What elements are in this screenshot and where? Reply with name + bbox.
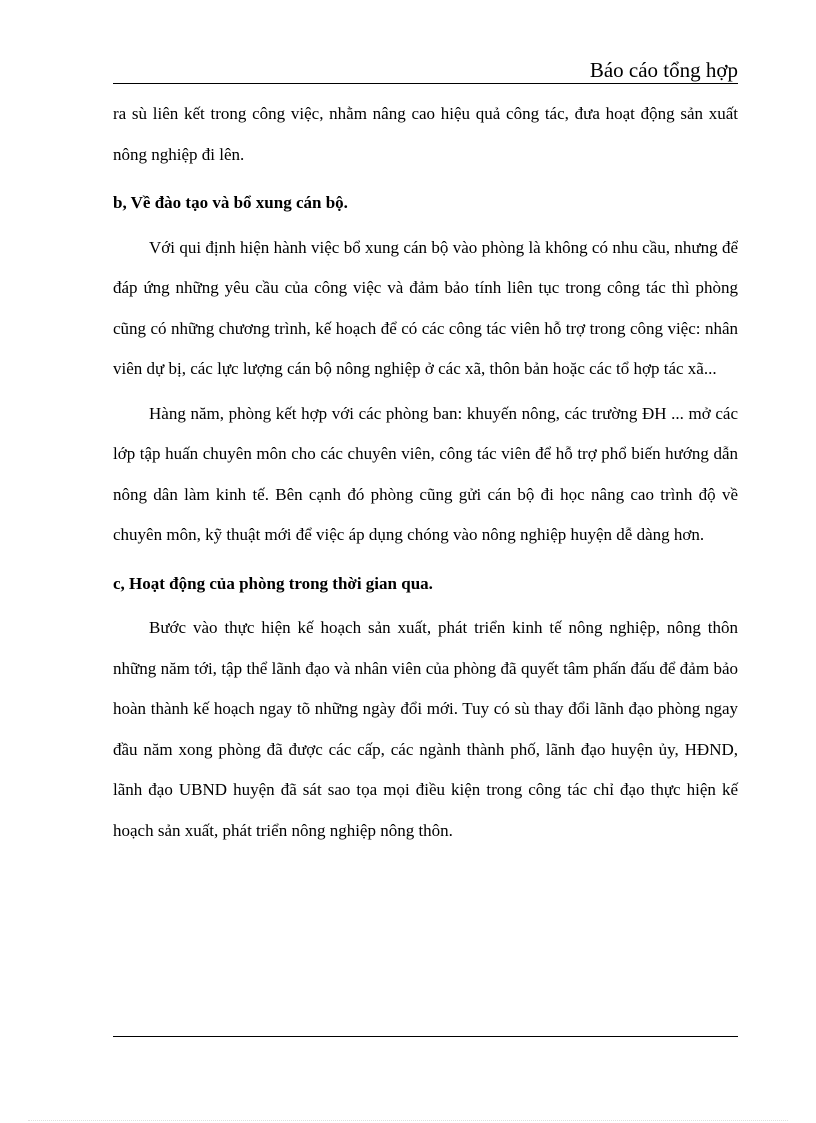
paragraph-activities: Bước vào thực hiện kế hoạch sản xuất, phát triển kinh tế nông nghiệp, nông thôn những năm tới, tập thể lãnh đạo và nhân viên của phòng đã quyết tâm phấn đấu để đảm bảo hoàn thành kế hoạch ngay tõ những ngày đổi mới. Tuy có sù thay đổi lãnh đạo phòng ngay đầu năm xong phòng đã được các cấp, các ngành thành phố, lãnh đạo huyện ủy, HĐND, lãnh đạo UBND huyện đã sát sao tọa mọi điều kiện trong công tác chỉ đạo thực hiện kế hoạch sản xuất, phát triển nông nghiệp nông thôn. bbox=[113, 618, 738, 840]
footer-rule bbox=[113, 1036, 738, 1037]
page-bottom-border bbox=[28, 1120, 788, 1121]
page-header-title: Báo cáo tổng hợp bbox=[589, 58, 738, 82]
paragraph-training: Hàng năm, phòng kết hợp với các phòng ban: khuyến nông, các trường ĐH ... mở các lớp tập huấn chuyên môn cho các chuyên viên, công tác viên để hỗ trợ phổ biến hướng dẫn nông dân làm kinh tế. Bên cạnh đó phòng cũng gửi cán bộ đi học nâng cao trình độ về chuyên môn, kỹ thuật mới để việc áp dụng chóng vào nông nghiệp huyện dễ dàng hơn. bbox=[113, 403, 738, 544]
section-heading-c: c, Hoạt động của phòng trong thời gian qua. bbox=[113, 573, 433, 593]
paragraph-continuation: ra sù liên kết trong công việc, nhằm nâng cao hiệu quả công tác, đưa hoạt động sản xuất nông nghiệp đi lên. bbox=[113, 104, 738, 164]
section-heading-b: b, Về đào tạo và bổ xung cán bộ. bbox=[113, 193, 348, 212]
header-rule bbox=[113, 83, 738, 84]
document-body bbox=[113, 94, 738, 851]
paragraph-staff-supplement: Với qui định hiện hành việc bổ xung cán bộ vào phòng là không có nhu cầu, nhưng để đáp ứng những yêu cầu của công việc và đảm bảo tính liên tục trong công tác thì phòng cũng có những chương trình, kế hoạch để có các công tác viên hỗ trợ trong công việc: nhân viên dự bị, các lực lượng cán bộ nông nghiệp ở các xã, thôn bản hoặc các tổ hợp tác xã... bbox=[113, 237, 738, 378]
